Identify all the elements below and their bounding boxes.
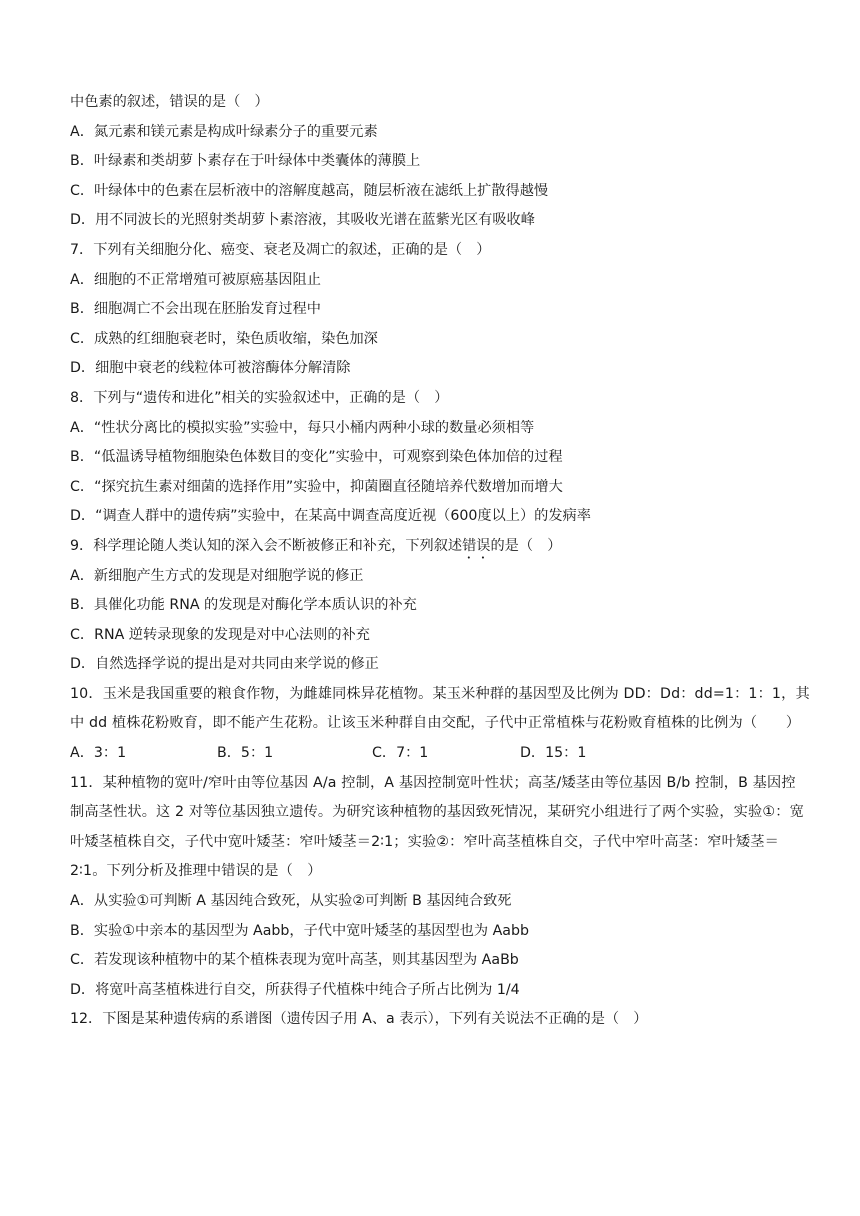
q9-option-c: C．RNA 逆转录现象的发现是对中心法则的补充 [70,626,370,643]
q10-option-a: A．3：1 [70,745,127,762]
q8-option-a: A．“性状分离比的模拟实验”实验中，每只小桶内两种小球的数量必须相等 [70,419,535,436]
q9-stem-part-b: 的是（ ） [490,537,562,554]
q9-option-a: A．新细胞产生方式的发现是对细胞学说的修正 [70,567,364,584]
q11-option-a: A．从实验①可判断 A 基因纯合致死，从实验②可判断 B 基因纯合致死 [70,893,512,910]
q7-stem: 7．下列有关细胞分化、癌变、衰老及凋亡的叙述，正确的是（ ） [70,241,491,258]
q11-option-c: C．若发现该种植物中的某个植株表现为宽叶高茎，则其基因型为 AaBb [70,952,519,969]
q6-option-d: D．用不同波长的光照射类胡萝卜素溶液，其吸收光谱在蓝紫光区有吸收峰 [70,212,535,229]
q8-option-d: D．“调查人群中的遗传病”实验中，在某高中调查高度近视（600度以上）的发病率 [70,508,591,525]
q9-option-d: D．自然选择学说的提出是对共同由来学说的修正 [70,656,379,673]
q11-option-b: B．实验①中亲本的基因型为 Aabb，子代中宽叶矮茎的基因型也为 Aabb [70,922,529,939]
q7-option-a: A．细胞的不正常增殖可被原癌基因阻止 [70,271,321,288]
q7-option-b: B．细胞凋亡不会出现在胚胎发育过程中 [70,301,321,318]
q8-option-b: B．“低温诱导植物细胞染色体数目的变化”实验中，可观察到染色体加倍的过程 [70,449,563,466]
q10-stem: 10．玉米是我国重要的粮食作物，为雌雄同株异花植物。某玉米种群的基因型及比例为 DD：Dd：dd=1：1：1，其中 dd 植株花粉败育，即不能产生花粉。让该玉米种群自由交配，子代中正常植株与花粉败育植株的比例为（ ） [70,685,810,732]
q6-option-b: B．叶绿素和类胡萝卜素存在于叶绿体中类囊体的薄膜上 [70,153,421,170]
q11-stem: 11．某种植物的宽叶/窄叶由等位基因 A/a 控制，A 基因控制宽叶性状；高茎/矮茎由等位基因 B/b 控制，B 基因控制高茎性状。这 2 对等位基因独立遗传。为研究该种植物的基因致死情况，某研究小组进行了两个实验，实验①：宽叶矮茎植株自交，子代中宽叶矮茎：窄叶矮茎＝2∶1；实验②：窄叶高茎植株自交，子代中窄叶高茎：窄叶矮茎＝2∶1。下列分析及推理中错误的是（ ） [70,774,804,880]
q9-stem-emphasis: 错误 [462,537,491,554]
q8-stem: 8．下列与“遗传和进化”相关的实验叙述中，正确的是（ ） [70,389,449,406]
q6-stem-tail: 中色素的叙述，错误的是（ ） [70,94,269,110]
q9-option-b: B．具催化功能 RNA 的发现是对酶化学本质认识的补充 [70,597,417,614]
q6-option-a: A．氮元素和镁元素是构成叶绿素分子的重要元素 [70,123,378,140]
q7-option-d: D．细胞中衰老的线粒体可被溶酶体分解清除 [70,360,351,377]
q10-option-b: B．5：1 [217,745,274,762]
q10-options [70,739,810,769]
q9-stem-part-a: 9．科学理论随人类认知的深入会不断被修正和补充，下列叙述 [70,537,463,554]
q7-option-c: C．成熟的红细胞衰老时，染色质收缩，染色加深 [70,330,378,347]
q8-option-c: C．“探究抗生素对细菌的选择作用”实验中，抑菌圈直径随培养代数增加而增大 [70,478,563,495]
q10-option-d: D．15：1 [520,745,587,762]
q10-option-c: C．7：1 [372,745,429,762]
q11-option-d: D．将宽叶高茎植株进行自交，所获得子代植株中纯合子所占比例为 1/4 [70,981,520,998]
q9-stem [70,532,810,562]
q6-option-c: C．叶绿体中的色素在层析液中的溶解度越高，随层析液在滤纸上扩散得越慢 [70,182,549,199]
exam-page [70,88,810,1035]
q12-stem: 12．下图是某种遗传病的系谱图（遗传因子用 A、a 表示），下列有关说法不正确的是（ ） [70,1011,648,1028]
